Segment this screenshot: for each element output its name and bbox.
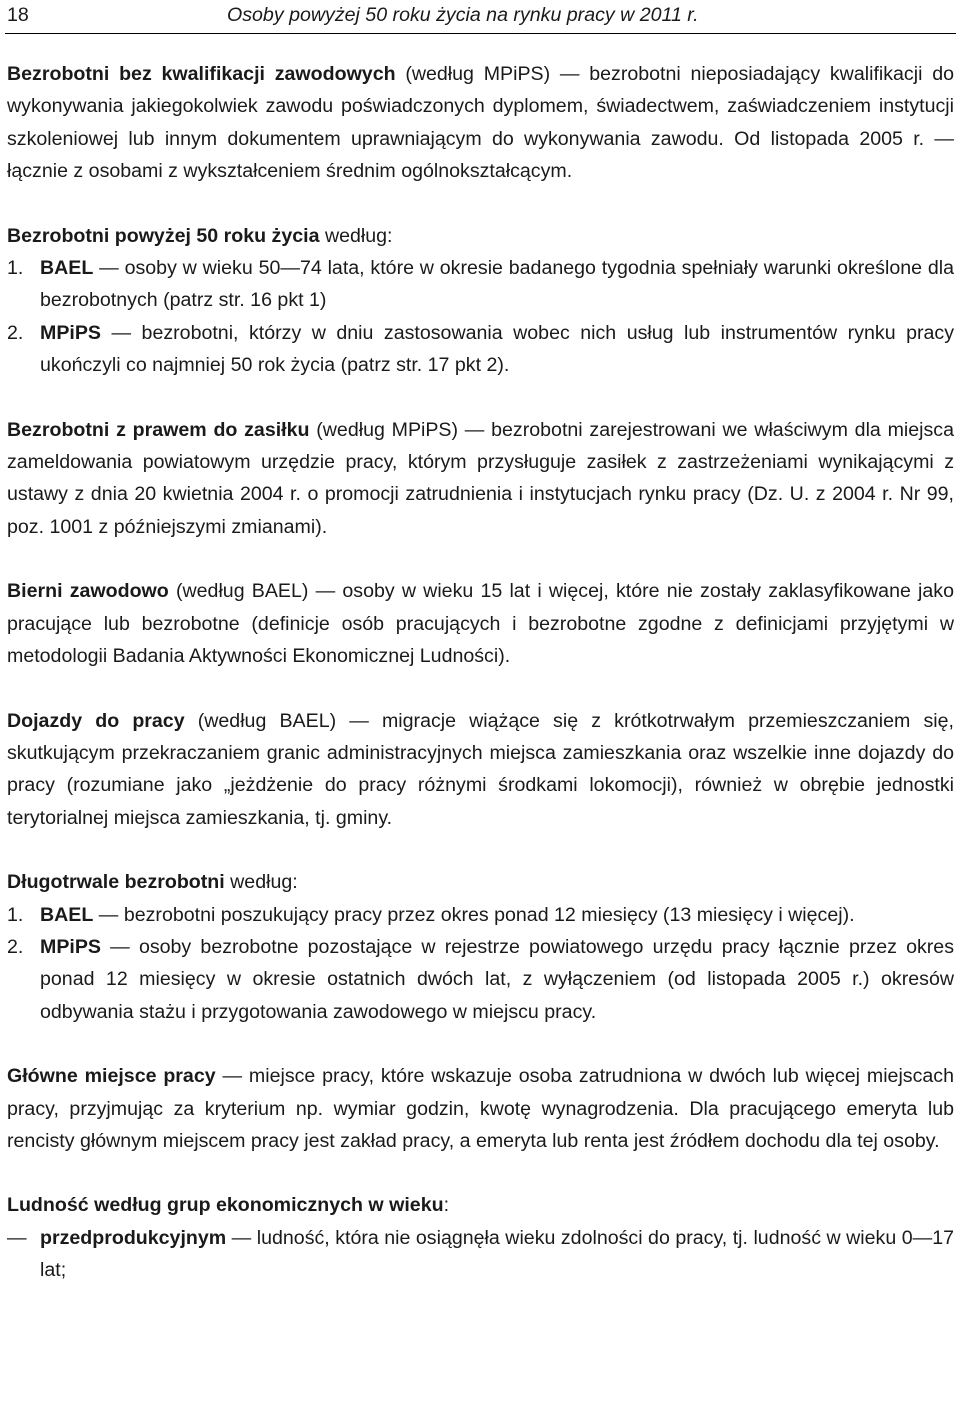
definition-powyzej-50-heading: [7, 220, 954, 252]
definition-text: (według MPiPS) — bezrobotni nieposiadający kwalifikacji do wykonywania jakiegokolwiek zawodu poświadczonych dyplomem, świadectwem, zaświadczeniem instytucji szkoleniowej lub innym dokumentem uprawniającym do wykonywania zawodu. Od listopada 2005 r. — łącznie z osobami z wykształceniem średnim ogólnokształcącym.: [7, 63, 954, 183]
definition-bierni: [7, 575, 954, 672]
definition-text: według:: [224, 871, 298, 894]
term: Ludność według grup ekonomicznych w wieku: [7, 1194, 444, 1217]
item-number: 2.: [7, 935, 24, 958]
item-dash: —: [7, 1226, 27, 1249]
item-text: — osoby w wieku 50—74 lata, które w okresie badanego tygodnia spełniały warunki określone dla bezrobotnych (patrz str. 16 pkt 1): [40, 257, 954, 312]
term: Bierni zawodowo: [7, 580, 169, 603]
item-term: BAEL: [40, 903, 94, 926]
item-text: — ludność, która nie osiągnęła wieku zdolności do pracy, tj. ludność w wieku 0—17 lat;: [40, 1226, 954, 1282]
item-term: przedprodukcyjnym: [40, 1226, 227, 1249]
list-item: [7, 317, 954, 382]
definition-dlugotrwale-heading: [7, 866, 954, 898]
term: Długotrwale bezrobotni: [7, 871, 225, 894]
item-number: 1.: [7, 257, 24, 280]
list-item: [7, 1222, 954, 1287]
definition-dojazdy: [7, 705, 954, 835]
list-item: [7, 931, 954, 1028]
definition-ludnosc-heading: [7, 1189, 954, 1221]
term: Bezrobotni bez kwalifikacji zawodowych: [7, 63, 396, 85]
page-header: [7, 0, 954, 33]
page-number: 18: [7, 4, 29, 26]
term: Bezrobotni powyżej 50 roku życia: [7, 224, 320, 247]
item-text: — bezrobotni, którzy w dniu zastosowania wobec nich usług lub instrumentów rynku pracy ukończyli co najmniej 50 rok życia (patrz str. 17 pkt 2).: [40, 321, 954, 377]
definition-text: :: [443, 1194, 450, 1217]
item-term: MPiPS: [40, 935, 101, 958]
item-text: — bezrobotni poszukujący pracy przez okres ponad 12 miesięcy (13 miesięcy i więcej).: [93, 903, 855, 926]
item-term: BAEL: [40, 257, 94, 280]
term: Główne miejsce pracy: [7, 1065, 216, 1088]
definition-text: — miejsce pracy, które wskazuje osoba zatrudniona w dwóch lub więcej miejscach pracy, przyjmując za kryterium np. wymiar godzin, kwotę wynagrodzenia. Dla pracującego emeryta lub rencisty głównym miejscem pracy jest zakład pracy, a emeryta lub renta jest źródłem dochodu dla tej osoby.: [7, 1065, 954, 1152]
item-term: MPiPS: [40, 321, 101, 344]
definition-text: (według BAEL) — osoby w wieku 15 lat i więcej, które nie zostały zaklasyfikowane jako pracujące lub bezrobotne (definicje osób pracujących i bezrobotne zgodne z definicjami przyjętymi w metodologii Badania Aktywności Ekonomicznej Ludności).: [7, 580, 955, 668]
item-number: 1.: [7, 903, 24, 926]
list-item: [7, 899, 954, 931]
item-number: 2.: [7, 321, 24, 344]
list-item: [7, 252, 954, 317]
definition-glowne-miejsce: [7, 1060, 954, 1157]
definition-text: według:: [319, 224, 393, 247]
term: Bezrobotni z prawem do zasiłku: [7, 418, 310, 441]
running-title: Osoby powyżej 50 roku życia na rynku pracy w 2011 r.: [227, 4, 699, 26]
definition-bez-kwalifikacji: [7, 58, 954, 188]
item-text: — osoby bezrobotne pozostające w rejestrze powiatowego urzędu pracy łącznie przez okres ponad 12 miesięcy w okresie ostatnich dwóch lat, z wyłączeniem (od listopada 2005 r.) okresów odbywania stażu i przygotowania zawodowego w miejscu pracy.: [40, 935, 954, 1023]
definition-prawo-zasilku: [7, 414, 954, 544]
term: Dojazdy do pracy: [7, 709, 185, 732]
definition-text: (według MPiPS) — bezrobotni zarejestrowani we właściwym dla miejsca zameldowania powiatowym urzędzie pracy, którym przysługuje zasiłek z zastrzeżeniami wynikającymi z ustawy z dnia 20 kwietnia 2004 r. o promocji zatrudnienia i instytucjach rynku pracy (Dz. U. z 2004 r. Nr 99, poz. 1001 z późniejszymi zmianami).: [7, 418, 954, 538]
definition-text: (według BAEL) — migracje wiążące się z krótkotrwałym przemieszczaniem się, skutkującym przekraczaniem granic administracyjnych miejsca zamieszkania oraz wszelkie inne dojazdy do pracy (rozumiane jako „jeżdżenie do pracy różnymi środkami lokomocji), również w obrębie jednostki terytorialnej miejsca zamieszkania, tj. gminy.: [7, 709, 954, 829]
